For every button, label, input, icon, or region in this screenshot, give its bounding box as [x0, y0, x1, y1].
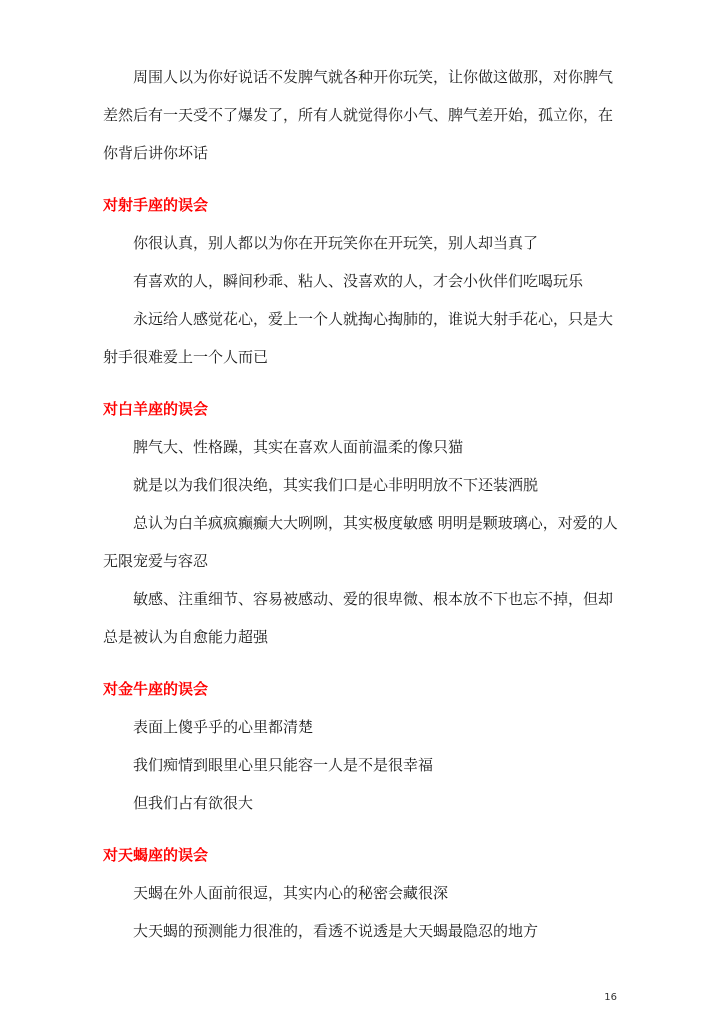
body-paragraph: 就是以为我们很决绝，其实我们口是心非明明放不下还装洒脱: [133, 476, 539, 494]
page-content: [103, 58, 623, 950]
body-paragraph: 我们痴情到眼里心里只能容一人是不是很幸福: [133, 756, 434, 774]
body-paragraph: 大天蝎的预测能力很准的，看透不说透是大天蝎最隐忍的地方: [133, 922, 539, 940]
page-number: 16: [604, 992, 617, 1003]
section-scorpio: [103, 836, 623, 950]
body-paragraph: 脾气大、性格躁，其实在喜欢人面前温柔的像只猫: [133, 438, 464, 456]
section-heading: 对金牛座的误会: [103, 680, 209, 698]
body-paragraph: 表面上傻乎乎的心里都清楚: [133, 718, 314, 736]
section-heading: 对天蝎座的误会: [103, 846, 209, 864]
section-aries: [103, 390, 623, 656]
body-paragraph: 天蝎在外人面前很逗，其实内心的秘密会藏很深: [133, 884, 449, 902]
intro-paragraph: 周围人以为你好说话不发脾气就各种开你玩笑，让你做这做那，对你脾气差然后有一天受不了爆发了，所有人就觉得你小气、脾气差开始，孤立你，在你背后讲你坏话: [103, 68, 614, 162]
body-paragraph: 总认为白羊疯疯癫癫大大咧咧，其实极度敏感 明明是颗玻璃心，对爱的人无限宠爱与容忍: [103, 514, 618, 570]
body-paragraph: 永远给人感觉花心，爱上一个人就掏心掏肺的，谁说大射手花心，只是大射手很难爱上一个人而已: [103, 310, 614, 366]
body-paragraph: 但我们占有欲很大: [133, 794, 254, 812]
body-paragraph: 敏感、注重细节、容易被感动、爱的很卑微、根本放不下也忘不掉，但却总是被认为自愈能力超强: [103, 590, 614, 646]
section-heading: 对射手座的误会: [103, 196, 209, 214]
body-paragraph: 有喜欢的人，瞬间秒乖、粘人、没喜欢的人，才会小伙伴们吃喝玩乐: [133, 272, 584, 290]
body-paragraph: 你很认真，别人都以为你在开玩笑你在开玩笑，别人却当真了: [133, 234, 539, 252]
section-sagittarius: [103, 186, 623, 376]
section-heading: 对白羊座的误会: [103, 400, 209, 418]
section-taurus: [103, 670, 623, 822]
